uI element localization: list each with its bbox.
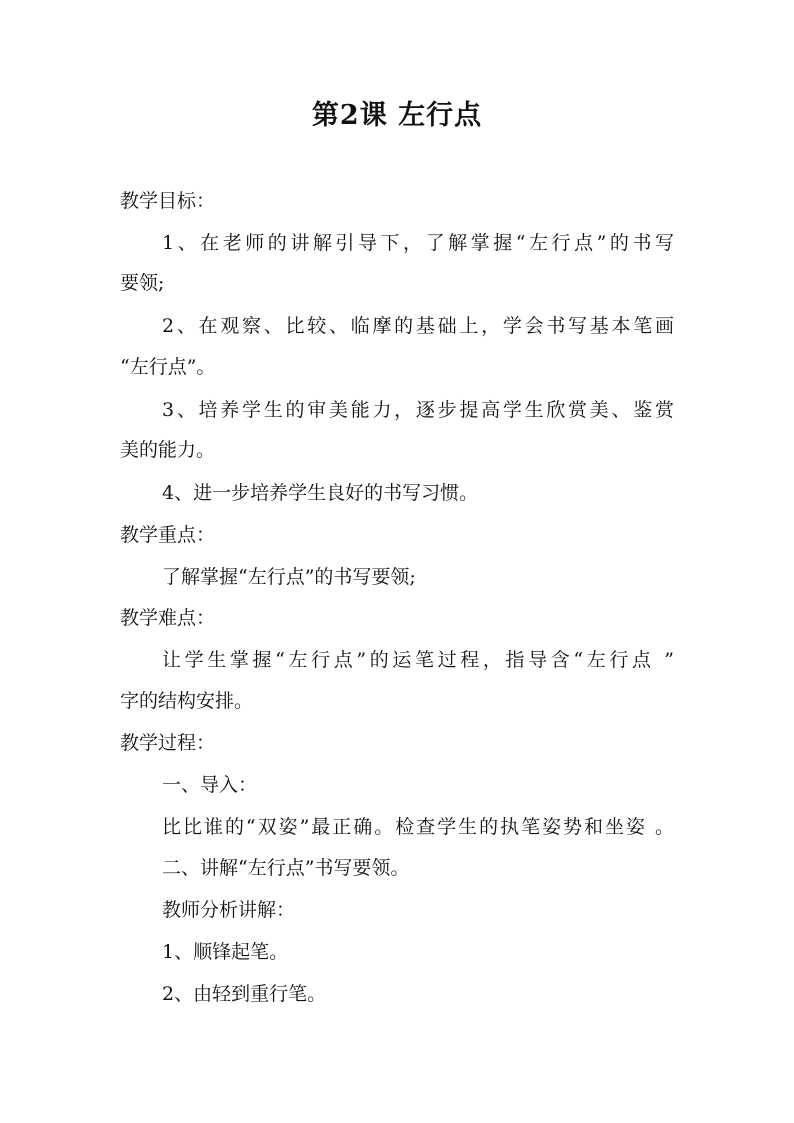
step2-heading: 二、讲解“左行点”书写要领。	[162, 857, 410, 879]
step1-heading: 一、导入：	[162, 774, 258, 796]
difficulties-line-2: 字的结构安排。	[120, 690, 254, 712]
objective-4: 4、进一步培养学生良好的书写习惯。	[162, 482, 479, 504]
objective-2-line-2: “左行点”。	[120, 356, 216, 378]
point-2: 2、由轻到重行笔。	[162, 983, 327, 1005]
teacher-analysis-label: 教师分析讲解：	[162, 899, 296, 921]
difficulties-line-1: 让学生掌握“左行点”的运笔过程，指导含“左行点 ”	[162, 649, 674, 671]
difficulties-heading: 教学难点：	[120, 607, 216, 629]
step1-text: 比比谁的“双姿”最正确。检查学生的执笔姿势和坐姿 。	[162, 816, 674, 838]
process-heading: 教学过程：	[120, 732, 216, 754]
point-1: 1、顺锋起笔。	[162, 941, 289, 963]
objectives-heading: 教学目标：	[120, 190, 216, 212]
objective-1-line-1: 1、在老师的讲解引导下，了解掌握“左行点”的书写	[162, 232, 674, 254]
lesson-title: 第2课 左行点	[311, 100, 483, 131]
key-points-heading: 教学重点：	[120, 524, 216, 546]
objective-2-line-1: 2、在观察、比较、临摩的基础上，学会书写基本笔画	[162, 315, 674, 337]
objective-3-line-1: 3、培养学生的审美能力，逐步提高学生欣赏美、鉴赏	[162, 399, 674, 421]
objective-1-line-2: 要领;	[120, 272, 165, 294]
key-points-text: 了解掌握“左行点”的书写要领;	[162, 566, 416, 588]
objective-3-line-2: 美的能力。	[120, 439, 216, 461]
